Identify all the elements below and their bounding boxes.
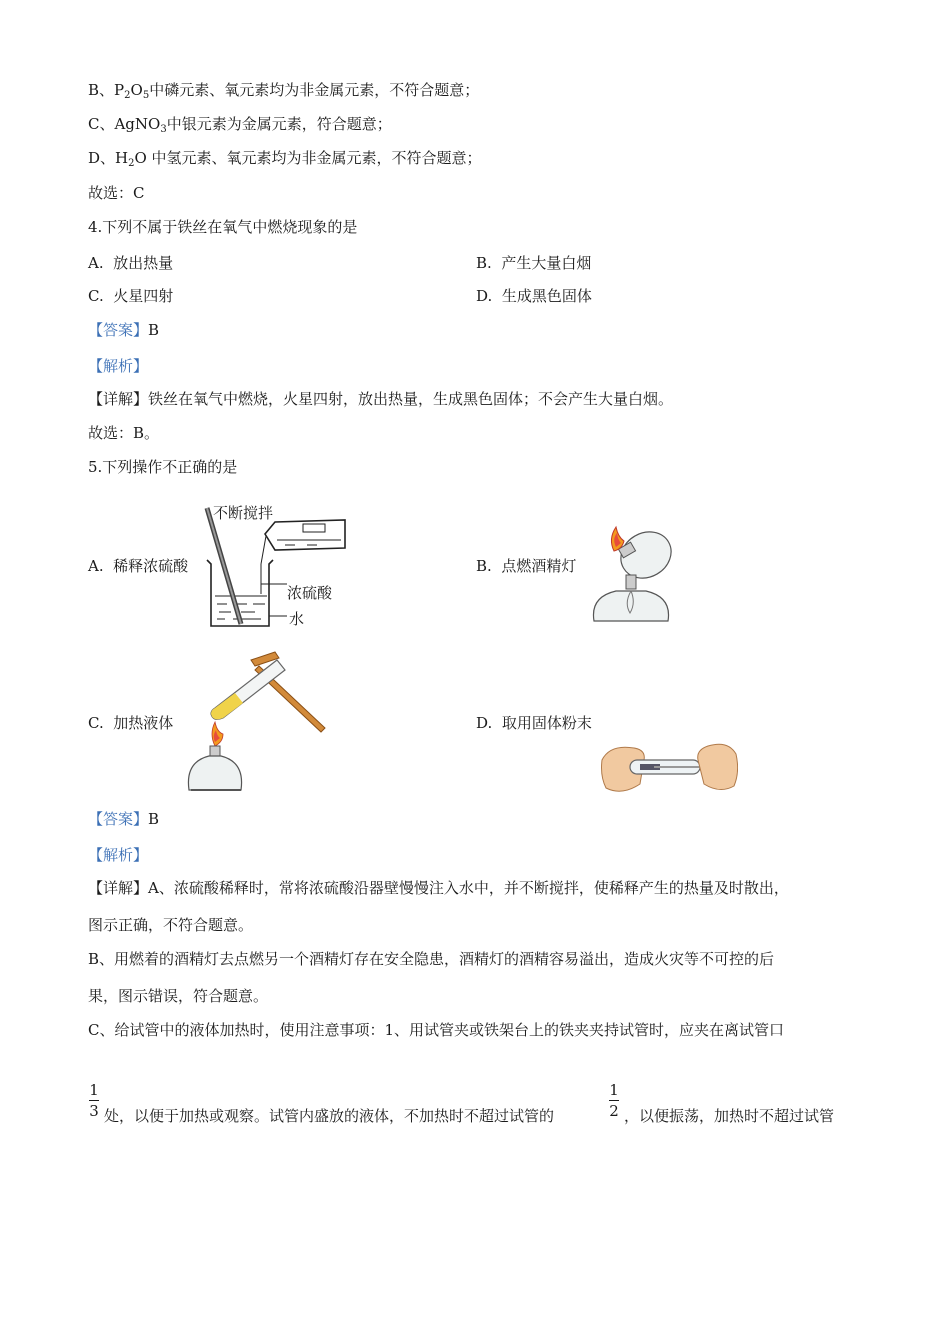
option-label: B. — [476, 254, 492, 272]
option-label: B. — [476, 557, 492, 575]
q5-option-b — [476, 556, 576, 576]
figure-light-lamp — [584, 523, 680, 629]
q5-detail-c-2a: 处，以便于加热或观察。试管内盛放的液体，不加热时不超过试管的 — [104, 1107, 555, 1125]
analysis-line-d — [88, 148, 482, 174]
option-text: 加热液体 — [113, 714, 174, 732]
q4-analysis-tag — [88, 356, 148, 376]
q5-option-a — [88, 556, 188, 576]
q5-option-c — [88, 713, 173, 733]
subscript: 5 — [142, 90, 150, 101]
analysis-tag: 【解析】 — [88, 846, 149, 864]
subscript: 2 — [128, 158, 135, 169]
label-stir: 不断搅拌 — [213, 504, 274, 522]
detail-tag: 【详解】 — [88, 879, 149, 897]
detail-tag: 【详解】 — [88, 390, 149, 408]
option-label: A. — [88, 557, 104, 575]
analysis-tag: 【解析】 — [88, 357, 149, 375]
prev-conclusion: 故选：C — [88, 184, 145, 202]
fraction-numerator: 1 — [89, 1081, 99, 1099]
q5-detail-c-1: C、给试管中的液体加热时，使用注意事项：1、用试管夹或铁架台上的铁夹夹持试管时，应夹在离试管口 — [88, 1021, 785, 1039]
q4-option-c — [88, 286, 173, 306]
q5-detail-b-2: 果，图示错误，符合题意。 — [88, 987, 269, 1005]
label-acid: 浓硫酸 — [287, 584, 333, 602]
detail-text: A、浓硫酸稀释时，常将浓硫酸沿器壁慢慢注入水中，并不断搅拌，使稀释产生的热量及时散出， — [148, 879, 789, 897]
detail-text: 铁丝在氧气中燃烧，火星四射，放出热量，生成黑色固体；不会产生大量白烟。 — [148, 390, 674, 408]
analysis-line-c — [88, 114, 392, 140]
fraction-bar — [609, 1100, 619, 1101]
fraction-one-third — [89, 1081, 99, 1120]
label-water: 水 — [289, 610, 305, 628]
q5-answer — [88, 809, 159, 829]
text-segment: B、P — [88, 81, 125, 99]
answer-tag: 【答案】 — [88, 810, 149, 828]
option-label: D. — [476, 714, 493, 732]
text-segment: O — [130, 81, 143, 99]
q5-analysis-tag — [88, 845, 148, 865]
q5-detail-a-1 — [88, 878, 789, 898]
option-text: 点燃酒精灯 — [501, 557, 577, 575]
fraction-denominator: 3 — [89, 1102, 99, 1120]
q4-detail — [88, 389, 673, 409]
fraction-denominator: 2 — [609, 1102, 619, 1120]
option-text: 取用固体粉末 — [501, 714, 592, 732]
subscript: 3 — [160, 124, 167, 135]
q4-option-a — [88, 253, 173, 273]
q5-detail-a-2: 图示正确，不符合题意。 — [88, 916, 254, 934]
fraction-one-half — [609, 1081, 619, 1120]
option-label: C. — [88, 287, 104, 305]
q4-conclusion: 故选：B。 — [88, 424, 160, 442]
option-text: 生成黑色固体 — [501, 287, 592, 305]
subscript: 2 — [124, 90, 131, 101]
fraction-bar — [89, 1100, 99, 1101]
analysis-line-b — [88, 80, 479, 106]
powder-paper-trough-illustration — [600, 738, 738, 796]
text-segment: D、H — [88, 149, 129, 167]
q4-answer — [88, 320, 159, 340]
option-text: 稀释浓硫酸 — [113, 557, 189, 575]
q5-option-d — [476, 713, 592, 733]
option-text: 火星四射 — [113, 287, 174, 305]
option-label: D. — [476, 287, 493, 305]
option-label: A. — [88, 254, 104, 272]
q5-stem: 5.下列操作不正确的是 — [88, 458, 238, 476]
q5-detail-b-1: B、用燃着的酒精灯去点燃另一个酒精灯存在安全隐患，酒精灯的酒精容易溢出，造成火灾等不可控的后 — [88, 950, 775, 968]
q4-stem: 4.下列不属于铁丝在氧气中燃烧现象的是 — [88, 218, 358, 236]
option-text: 放出热量 — [113, 254, 174, 272]
text-segment: O 中氢元素、氧元素均为非金属元素，不符合题意； — [134, 149, 482, 167]
answer-value: B — [148, 810, 160, 828]
text-segment: 中磷元素、氧元素均为非金属元素，不符合题意； — [149, 81, 480, 99]
option-label: C. — [88, 714, 104, 732]
answer-value: B — [148, 321, 160, 339]
figure-dilute-acid — [195, 498, 355, 636]
fraction-numerator: 1 — [609, 1081, 619, 1099]
q4-option-b — [476, 253, 591, 273]
alcohol-lamp-lighting-illustration — [584, 523, 680, 629]
text-segment: 中银元素为金属元素，符合题意； — [166, 115, 392, 133]
figure-heat-liquid — [185, 650, 330, 795]
answer-tag: 【答案】 — [88, 321, 149, 339]
figure-take-powder — [600, 738, 738, 796]
q4-option-d — [476, 286, 592, 306]
q5-detail-c-2b: ，以便振荡，加热时不超过试管 — [624, 1107, 835, 1125]
option-text: 产生大量白烟 — [501, 254, 592, 272]
heat-test-tube-illustration — [185, 650, 330, 795]
text-segment: C、AgNO — [88, 115, 161, 133]
